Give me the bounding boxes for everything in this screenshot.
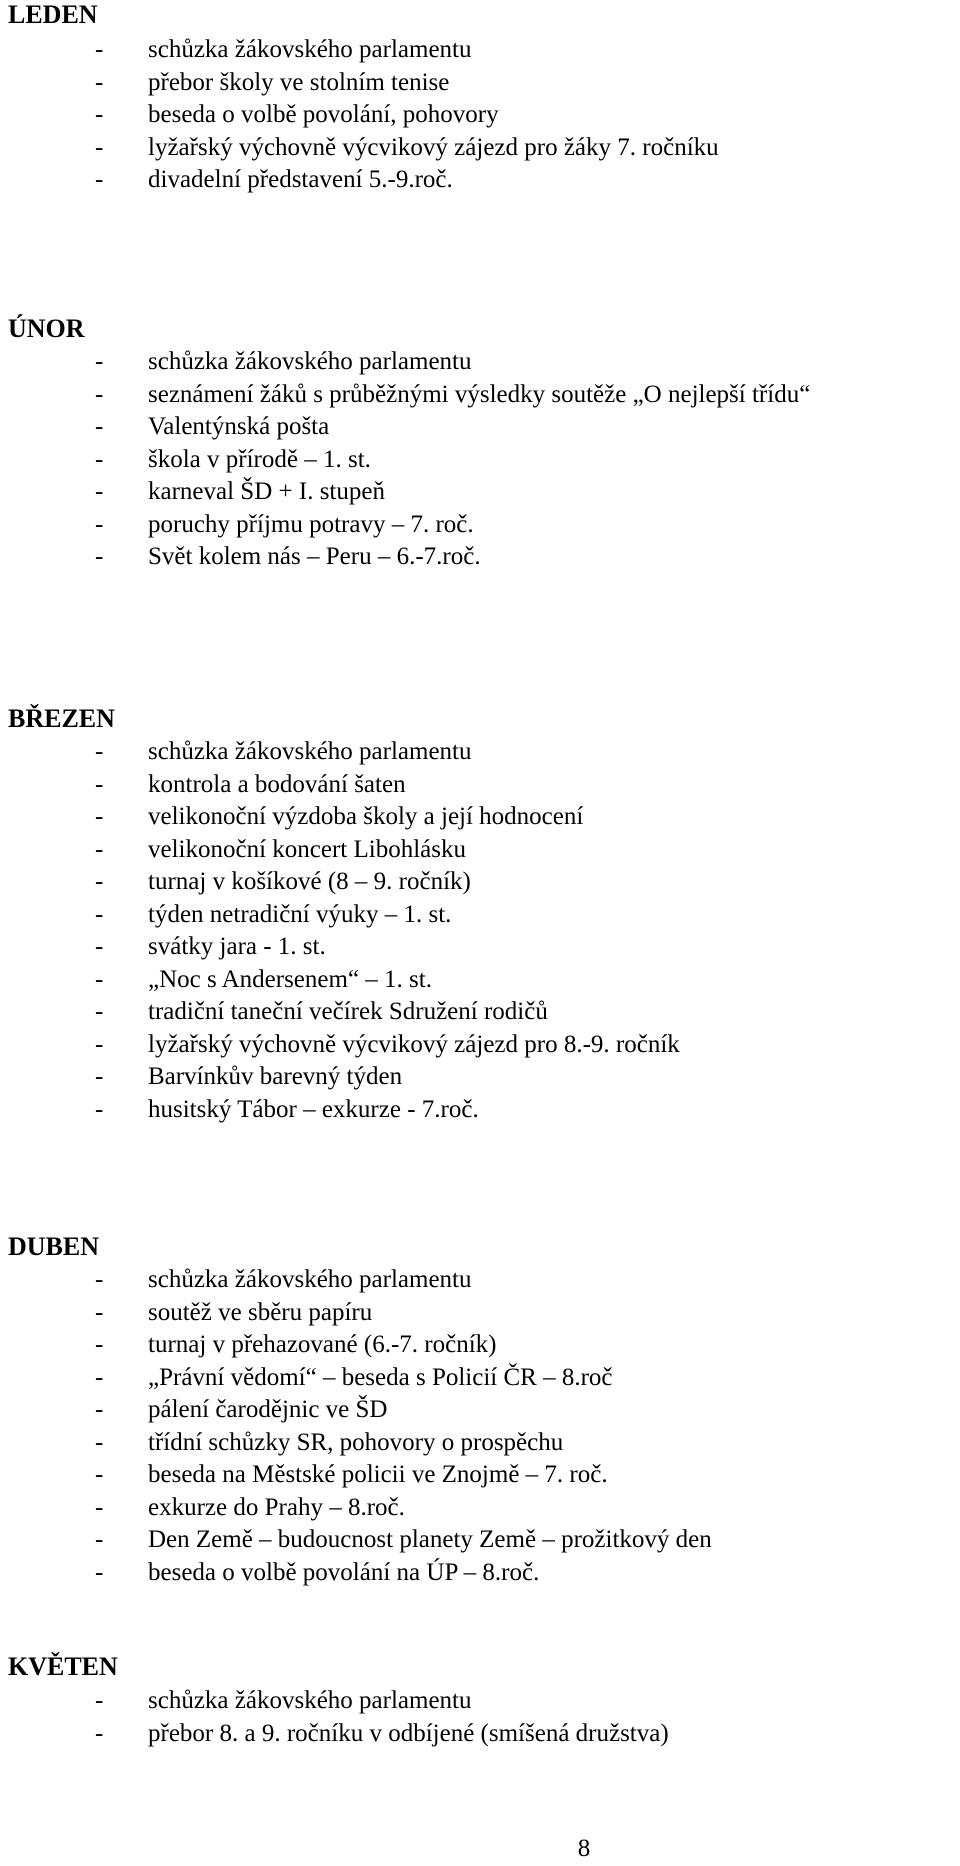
list-item-text: beseda o volbě povolání na ÚP – 8.roč.: [148, 1558, 540, 1586]
list-item-text: „Právní vědomí“ – beseda s Policií ČR – 8.roč: [148, 1363, 613, 1391]
list-item-text: schůzka žákovského parlamentu: [148, 1687, 472, 1714]
list-bullet: -: [95, 1363, 104, 1391]
list-item-text: velikonoční výzdoba školy a její hodnocení: [148, 803, 584, 830]
list-item-text: exkurze do Prahy – 8.roč.: [148, 1493, 405, 1521]
list-bullet: -: [95, 133, 104, 161]
list-bullet: -: [95, 101, 104, 128]
section-heading-leden: LEDEN: [8, 0, 98, 29]
list-bullet: -: [95, 1331, 104, 1358]
list-bullet: -: [95, 803, 104, 830]
list-bullet: -: [95, 380, 104, 408]
list-bullet: -: [95, 933, 104, 960]
list-item-text: schůzka žákovského parlamentu: [148, 738, 472, 765]
list-item-text: kontrola a bodování šaten: [148, 770, 406, 798]
list-item-text: soutěž ve sběru papíru: [148, 1298, 373, 1326]
list-bullet: -: [95, 738, 104, 765]
list-bullet: -: [95, 543, 104, 570]
list-bullet: -: [95, 1526, 104, 1553]
list-bullet: -: [95, 1266, 104, 1293]
list-item-text: schůzka žákovského parlamentu: [148, 36, 472, 63]
list-bullet: -: [95, 1095, 104, 1123]
list-bullet: -: [95, 510, 104, 538]
list-item-text: „Noc s Andersenem“ – 1. st.: [148, 965, 432, 993]
list-bullet: -: [95, 868, 104, 895]
list-bullet: -: [95, 1063, 104, 1090]
list-item-text: seznámení žáků s průběžnými výsledky soutěže „O nejlepší třídu“: [148, 380, 811, 408]
page-number: 8: [577, 1835, 591, 1862]
list-item-text: poruchy příjmu potravy – 7. roč.: [148, 510, 474, 538]
list-item-text: svátky jara - 1. st.: [148, 933, 326, 960]
list-item-text: turnaj v košíkové (8 – 9. ročník): [148, 868, 471, 895]
list-bullet: -: [95, 1298, 104, 1326]
list-item-text: velikonoční koncert Libohlásku: [148, 835, 466, 863]
list-bullet: -: [95, 1558, 104, 1586]
list-item-text: přebor 8. a 9. ročníku v odbíjené (smíšená družstva): [148, 1719, 669, 1747]
section-heading-kveten: KVĚTEN: [8, 1652, 118, 1681]
list-item-text: Den Země – budoucnost planety Země – prožitkový den: [148, 1526, 712, 1553]
list-bullet: -: [95, 445, 104, 473]
list-item-text: lyžařský výchovně výcvikový zájezd pro žáky 7. ročníku: [148, 133, 719, 161]
list-bullet: -: [95, 1719, 104, 1747]
list-bullet: -: [95, 1493, 104, 1521]
list-item-text: husitský Tábor – exkurze - 7.roč.: [148, 1095, 479, 1123]
list-bullet: -: [95, 68, 104, 96]
list-bullet: -: [95, 413, 104, 440]
list-bullet: -: [95, 478, 104, 505]
list-item-text: beseda o volbě povolání, pohovory: [148, 101, 499, 128]
list-bullet: -: [95, 1030, 104, 1058]
list-bullet: -: [95, 835, 104, 863]
list-bullet: -: [95, 348, 104, 375]
list-item-text: Svět kolem nás – Peru – 6.-7.roč.: [148, 543, 481, 570]
list-item-text: třídní schůzky SR, pohovory o prospěchu: [148, 1428, 564, 1456]
list-item-text: divadelní představení 5.-9.roč.: [148, 166, 453, 193]
list-item-text: škola v přírodě – 1. st.: [148, 445, 371, 473]
list-bullet: -: [95, 36, 104, 63]
list-bullet: -: [95, 1396, 104, 1423]
list-item-text: Valentýnská pošta: [148, 413, 330, 440]
list-item-text: schůzka žákovského parlamentu: [148, 348, 472, 375]
list-item-text: tradiční taneční večírek Sdružení rodičů: [148, 998, 548, 1025]
list-bullet: -: [95, 965, 104, 993]
list-item-text: turnaj v přehazované (6.-7. ročník): [148, 1331, 497, 1358]
list-item-text: Barvínkův barevný týden: [148, 1063, 403, 1090]
list-item-text: karneval ŠD + I. stupeň: [148, 478, 385, 505]
list-item-text: týden netradiční výuky – 1. st.: [148, 900, 452, 928]
section-heading-brezen: BŘEZEN: [8, 704, 115, 733]
list-item-text: pálení čarodějnic ve ŠD: [148, 1396, 388, 1423]
section-heading-duben: DUBEN: [8, 1232, 100, 1261]
list-item-text: přebor školy ve stolním tenise: [148, 68, 450, 96]
list-bullet: -: [95, 1428, 104, 1456]
list-bullet: -: [95, 900, 104, 928]
list-bullet: -: [95, 998, 104, 1025]
list-bullet: -: [95, 166, 104, 193]
section-heading-unor: ÚNOR: [8, 314, 85, 343]
list-bullet: -: [95, 1461, 104, 1488]
list-item-text: beseda na Městské policii ve Znojmě – 7. roč.: [148, 1461, 608, 1488]
list-item-text: schůzka žákovského parlamentu: [148, 1266, 472, 1293]
list-item-text: lyžařský výchovně výcvikový zájezd pro 8.-9. ročník: [148, 1030, 680, 1058]
list-bullet: -: [95, 1687, 104, 1714]
list-bullet: -: [95, 770, 104, 798]
